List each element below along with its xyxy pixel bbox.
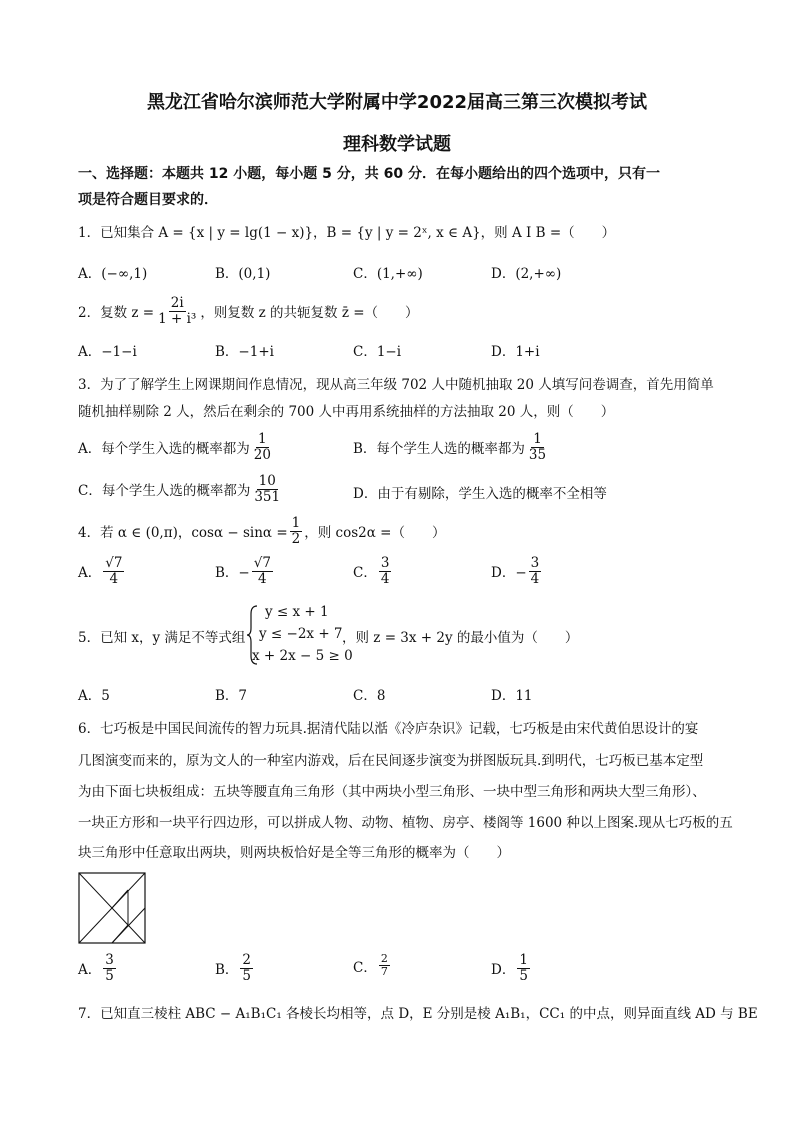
q6-options <box>78 953 728 993</box>
section-heading-line1: 一、选择题：本题共 12 小题，每小题 5 分，共 60 分．在每小题给出的四个选项中，只有一 <box>78 166 660 182</box>
q6-option-c-label: C． <box>353 959 377 976</box>
q6-option-a-num: 3 <box>105 952 114 968</box>
q6-stem-line3: 为由下面七块板组成：五块等腰直角三角形（其中两块小型三角形、一块中型三角形和两块大型三角形）、 <box>78 784 706 800</box>
q6-option-b-label: B． <box>215 962 239 979</box>
tangram-figure <box>78 872 146 944</box>
q4-option-a-den: 4 <box>109 570 119 587</box>
q1-option-c: C．(1,+∞) <box>353 266 423 282</box>
q7-stem: 7．已知直三棱柱 ABC − A₁B₁C₁ 各棱长均相等，点 D，E 分别是棱 A₁B₁，CC₁ 的中点，则异面直线 AD 与 BE <box>78 1006 758 1022</box>
q6-option-b <box>215 953 255 984</box>
q5-stem-suffix: ，则 z = 3x + 2y 的最小值为（ ） <box>342 630 579 646</box>
q3-option-c-fraction <box>252 474 282 505</box>
q4-option-c <box>353 556 393 587</box>
q3-option-d: D．由于有剔除，学生入选的概率不全相等 <box>353 486 607 502</box>
q2-option-b: B．−1+i <box>215 344 274 360</box>
q4-option-b-den: 4 <box>258 570 267 587</box>
q3-option-b-den: 35 <box>528 446 547 463</box>
q4-stem-prefix: 4．若 α ∈ (0,π)，cosα − sinα = <box>78 525 288 542</box>
q3-option-b <box>353 432 550 463</box>
q3-option-c-den: 351 <box>254 488 281 505</box>
q3-option-a-fraction <box>252 432 273 463</box>
q2-stem-suffix: ，则复数 z 的共轭复数 z̄ =（ ） <box>200 305 419 322</box>
q4-option-a <box>78 556 126 587</box>
q5-stem-prefix: 5．已知 x，y 满足不等式组 <box>78 630 246 646</box>
q5-ineq-1: y ≤ x + 1 <box>265 604 329 620</box>
q4-option-c-num: 3 <box>380 555 390 571</box>
q6-option-b-fraction <box>240 953 253 984</box>
q3-option-c-num: 10 <box>258 473 276 489</box>
q6-option-a-den: 5 <box>105 967 114 984</box>
q6-option-d <box>491 953 532 984</box>
q3-options-row1 <box>78 432 728 472</box>
q4-option-d-fraction <box>529 556 542 587</box>
q6-option-c-den: 7 <box>380 965 388 979</box>
q6-option-b-num: 2 <box>242 952 252 968</box>
q2-option-d: D．1+i <box>491 344 540 360</box>
q2-stem-prefix: 2．复数 z = <box>78 305 155 322</box>
q4-option-d-label: D．− <box>491 565 527 582</box>
q5-option-a: A．5 <box>78 688 110 704</box>
q6-option-a <box>78 953 118 984</box>
q4-option-c-fraction <box>379 556 392 587</box>
q4-fraction-num: 1 <box>291 515 301 531</box>
q4-fraction-den: 2 <box>291 530 301 547</box>
q6-option-c-num: 2 <box>380 952 388 965</box>
q2-option-c: C．1−i <box>353 344 402 360</box>
q4-option-b-fraction <box>252 556 273 587</box>
q3-option-a-text: A．每个学生入选的概率都为 <box>78 441 250 458</box>
exam-title: 黑龙江省哈尔滨师范大学附属中学2022届高三第三次模拟考试 <box>146 92 648 113</box>
q2-option-a: A．−1−i <box>78 344 137 360</box>
q2-fraction-den: 1 + i³ <box>158 310 197 327</box>
q6-stem-line2: 几图演变而来的，原为文人的一种室内游戏，后在民间逐步演变为拼图版玩具.到明代，七巧板已基本定型 <box>78 753 704 769</box>
q3-option-b-fraction <box>527 432 548 463</box>
q6-option-c-fraction <box>379 953 390 978</box>
q4-option-b-num: √7 <box>253 555 271 571</box>
q4-stem-suffix: ，则 cos2α =（ ） <box>304 525 446 542</box>
section-heading-line2: 项是符合题目要求的． <box>78 192 218 208</box>
q4-stem <box>78 516 728 547</box>
q1-option-a: A．(−∞,1) <box>78 266 148 282</box>
q5-option-c: C．8 <box>353 688 386 704</box>
q3-options-row2 <box>78 474 728 514</box>
q6-stem-line1: 6．七巧板是中国民间流传的智力玩具.据清代陆以湉《冷庐杂识》记载，七巧板是由宋代黄伯思设计的宴 <box>78 721 699 737</box>
q6-option-c <box>353 953 392 978</box>
q3-option-a-num: 1 <box>258 431 267 447</box>
q3-stem-line2: 随机抽样剔除 2 人，然后在剩余的 700 人中再用系统抽样的方法抽取 20 人，则（ ） <box>78 404 615 420</box>
q6-option-d-label: D． <box>491 962 516 979</box>
q3-option-c <box>78 474 284 505</box>
q4-option-a-fraction <box>103 556 124 587</box>
q5-option-d: D．11 <box>491 688 533 704</box>
q2-fraction-num: 2i <box>170 295 184 311</box>
q2-fraction <box>156 296 198 327</box>
q4-options <box>78 556 728 596</box>
q4-option-c-label: C． <box>353 565 377 582</box>
q6-stem-line5: 块三角形中任意取出两块，则两块板恰好是全等三角形的概率为（ ） <box>78 845 510 861</box>
q4-option-d-num: 3 <box>530 555 540 571</box>
q3-option-a <box>78 432 275 463</box>
q4-option-a-num: √7 <box>105 555 123 571</box>
q6-option-d-den: 5 <box>519 967 528 984</box>
q4-option-a-label: A． <box>78 565 102 582</box>
q6-option-d-fraction <box>517 953 530 984</box>
q6-option-a-fraction <box>103 953 116 984</box>
q4-option-c-den: 4 <box>380 570 390 587</box>
q4-option-d-den: 4 <box>530 570 540 587</box>
q1-option-b: B．(0,1) <box>215 266 271 282</box>
q6-option-a-label: A． <box>78 962 102 979</box>
q5-ineq-3: x + 2x − 5 ≥ 0 <box>252 648 353 664</box>
q6-option-b-den: 5 <box>242 967 252 984</box>
q3-stem-line1: 3．为了了解学生上网课期间作息情况，现从高三年级 702 人中随机抽取 20 人填写问卷调查，首先用简单 <box>78 377 714 393</box>
exam-subtitle: 理科数学试题 <box>343 134 451 155</box>
q4-option-b-label: B．− <box>215 565 250 582</box>
q4-option-d <box>491 556 543 587</box>
q2-stem <box>78 296 728 327</box>
q5-option-b: B．7 <box>215 688 248 704</box>
q1-option-d: D．(2,+∞) <box>491 266 562 282</box>
q6-stem-line4: 一块正方形和一块平行四边形，可以拼成人物、动物、植物、房亭、楼阁等 1600 种以上图案.现从七巧板的五 <box>78 815 733 831</box>
q3-option-c-text: C．每个学生人选的概率都为 <box>78 483 251 500</box>
q4-fraction <box>290 516 303 547</box>
q5-ineq-2: y ≤ −2x + 7 <box>259 626 343 642</box>
q1-stem: 1．已知集合 A = {x | y = lg(1 − x)}，B = {y | y = 2ˣ, x ∈ A}，则 A I B =（ ） <box>78 225 616 241</box>
q6-option-d-num: 1 <box>519 952 528 968</box>
q3-option-b-num: 1 <box>533 431 542 447</box>
q3-option-b-text: B．每个学生人选的概率都为 <box>353 441 525 458</box>
q4-option-b <box>215 556 275 587</box>
q3-option-a-den: 20 <box>253 446 271 463</box>
